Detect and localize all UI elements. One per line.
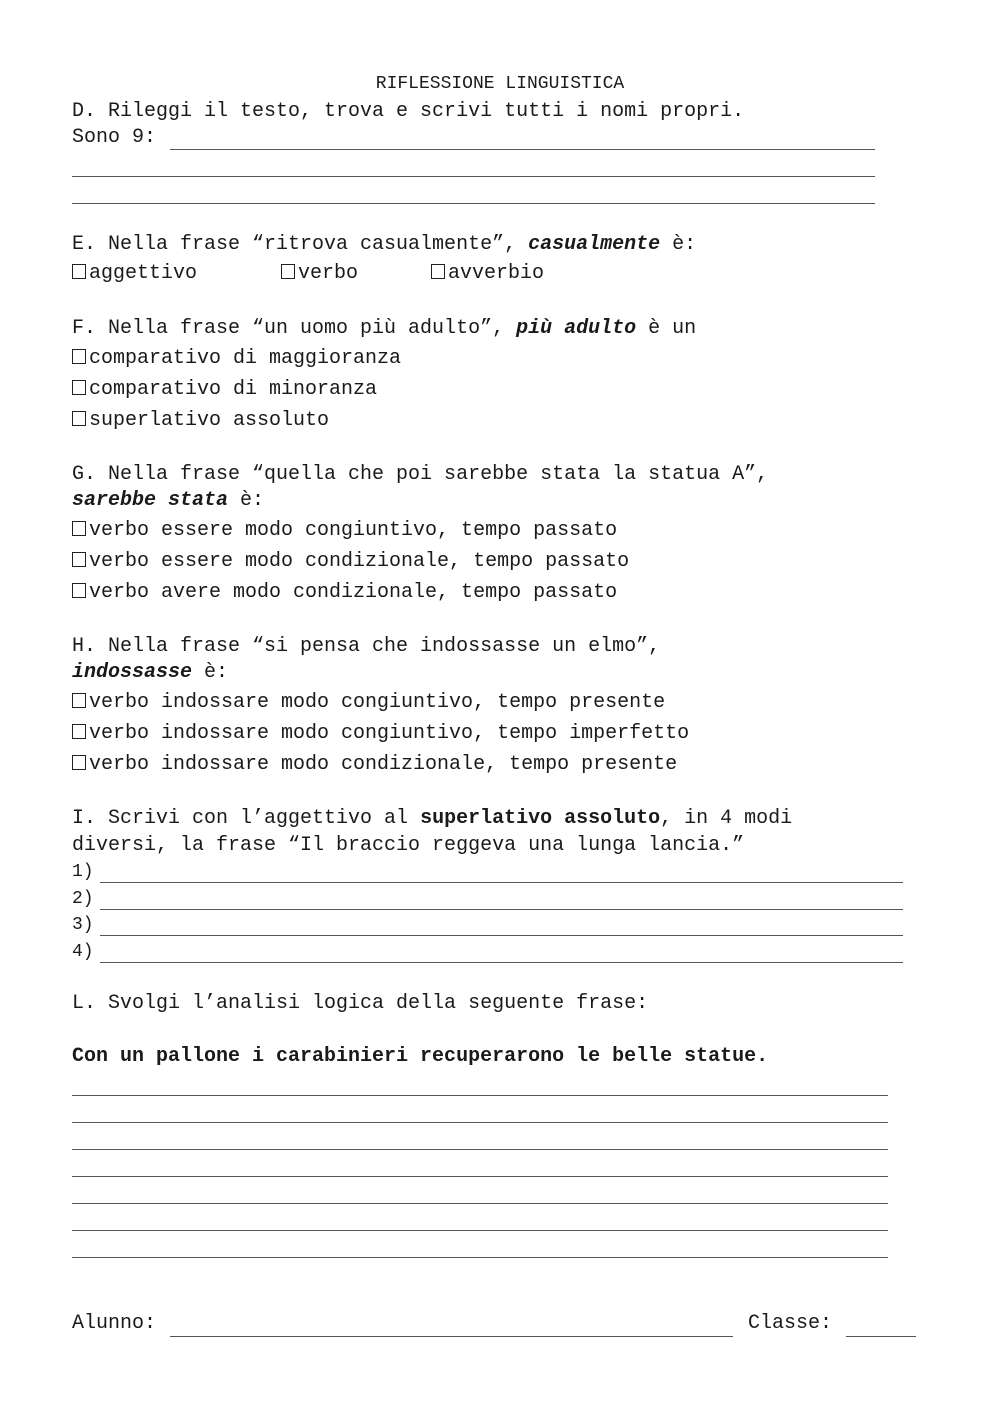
section-i-answer-line[interactable] bbox=[100, 882, 903, 883]
option-f-2[interactable]: comparativo di minoranza bbox=[72, 378, 377, 402]
option-h-3[interactable]: verbo indossare modo condizionale, tempo presente bbox=[72, 753, 677, 777]
section-d-instruction: D. Rileggi il testo, trova e scrivi tutti i nomi propri. bbox=[72, 100, 745, 123]
section-d-answer-line[interactable] bbox=[170, 149, 875, 150]
page-title: RIFLESSIONE LINGUISTICA bbox=[375, 74, 625, 94]
option-aggettivo[interactable]: aggettivo bbox=[72, 262, 197, 286]
section-i-answer-line[interactable] bbox=[100, 962, 903, 963]
checkbox[interactable] bbox=[72, 264, 86, 279]
checkbox[interactable] bbox=[72, 411, 86, 426]
checkbox[interactable] bbox=[281, 264, 295, 279]
option-f-1[interactable]: comparativo di maggioranza bbox=[72, 347, 401, 371]
section-l-answer-line[interactable] bbox=[72, 1230, 888, 1231]
alunno-field[interactable] bbox=[170, 1336, 733, 1337]
checkbox[interactable] bbox=[72, 693, 86, 708]
section-i-answer-line[interactable] bbox=[100, 935, 903, 936]
option-g-3[interactable]: verbo avere modo condizionale, tempo passato bbox=[72, 581, 617, 605]
checkbox[interactable] bbox=[72, 552, 86, 567]
section-l-answer-line[interactable] bbox=[72, 1257, 888, 1258]
answer-number: 2) bbox=[72, 889, 94, 909]
section-d-count-label: Sono 9: bbox=[72, 126, 157, 149]
key-word: indossasse bbox=[72, 661, 193, 684]
answer-number: 3) bbox=[72, 915, 94, 935]
option-g-1[interactable]: verbo essere modo congiuntivo, tempo passato bbox=[72, 519, 617, 543]
section-l-answer-line[interactable] bbox=[72, 1203, 888, 1204]
option-f-3[interactable]: superlativo assoluto bbox=[72, 409, 329, 433]
analysis-sentence: Con un pallone i carabinieri recuperarono le belle statue. bbox=[72, 1045, 769, 1068]
section-d-answer-line[interactable] bbox=[72, 176, 875, 177]
checkbox[interactable] bbox=[72, 380, 86, 395]
classe-field[interactable] bbox=[846, 1336, 916, 1337]
section-l-answer-line[interactable] bbox=[72, 1095, 888, 1096]
section-i-question-cont: diversi, la frase “Il braccio reggeva una lunga lancia.” bbox=[72, 834, 745, 857]
checkbox[interactable] bbox=[72, 521, 86, 536]
answer-number: 4) bbox=[72, 942, 94, 962]
checkbox[interactable] bbox=[72, 724, 86, 739]
option-avverbio[interactable]: avverbio bbox=[431, 262, 544, 286]
section-g-question-cont: sarebbe stata è: bbox=[72, 489, 265, 512]
section-l-answer-line[interactable] bbox=[72, 1122, 888, 1123]
option-h-2[interactable]: verbo indossare modo congiuntivo, tempo imperfetto bbox=[72, 722, 689, 746]
checkbox[interactable] bbox=[72, 583, 86, 598]
section-h-question-cont: indossasse è: bbox=[72, 661, 229, 684]
checkbox[interactable] bbox=[431, 264, 445, 279]
option-g-2[interactable]: verbo essere modo condizionale, tempo passato bbox=[72, 550, 629, 574]
question-text-end: è: bbox=[660, 233, 697, 256]
section-d-answer-line[interactable] bbox=[72, 203, 875, 204]
question-text: E. Nella frase “ritrova casualmente”, bbox=[72, 233, 529, 256]
option-verbo[interactable]: verbo bbox=[281, 262, 358, 286]
key-word: sarebbe stata bbox=[72, 489, 229, 512]
key-word: casualmente bbox=[528, 233, 661, 256]
section-l-answer-line[interactable] bbox=[72, 1176, 888, 1177]
key-word: superlativo assoluto bbox=[420, 807, 661, 830]
section-f-question: F. Nella frase “un uomo più adulto”, più adulto è un bbox=[72, 317, 697, 340]
section-i-answer-line[interactable] bbox=[100, 909, 903, 910]
option-h-1[interactable]: verbo indossare modo congiuntivo, tempo presente bbox=[72, 691, 665, 715]
section-h-question: H. Nella frase “si pensa che indossasse un elmo”, bbox=[72, 635, 661, 658]
section-l-answer-line[interactable] bbox=[72, 1149, 888, 1150]
answer-number: 1) bbox=[72, 862, 94, 882]
section-g-question: G. Nella frase “quella che poi sarebbe stata la statua A”, bbox=[72, 463, 769, 486]
key-word: più adulto bbox=[516, 317, 637, 340]
checkbox[interactable] bbox=[72, 755, 86, 770]
section-i-question: I. Scrivi con l’aggettivo al superlativo assoluto, in 4 modi bbox=[72, 807, 793, 830]
alunno-label: Alunno: bbox=[72, 1312, 157, 1335]
section-e-question bbox=[72, 233, 696, 257]
classe-label: Classe: bbox=[748, 1312, 833, 1335]
section-l-instruction: L. Svolgi l’analisi logica della seguente frase: bbox=[72, 992, 649, 1015]
checkbox[interactable] bbox=[72, 349, 86, 364]
